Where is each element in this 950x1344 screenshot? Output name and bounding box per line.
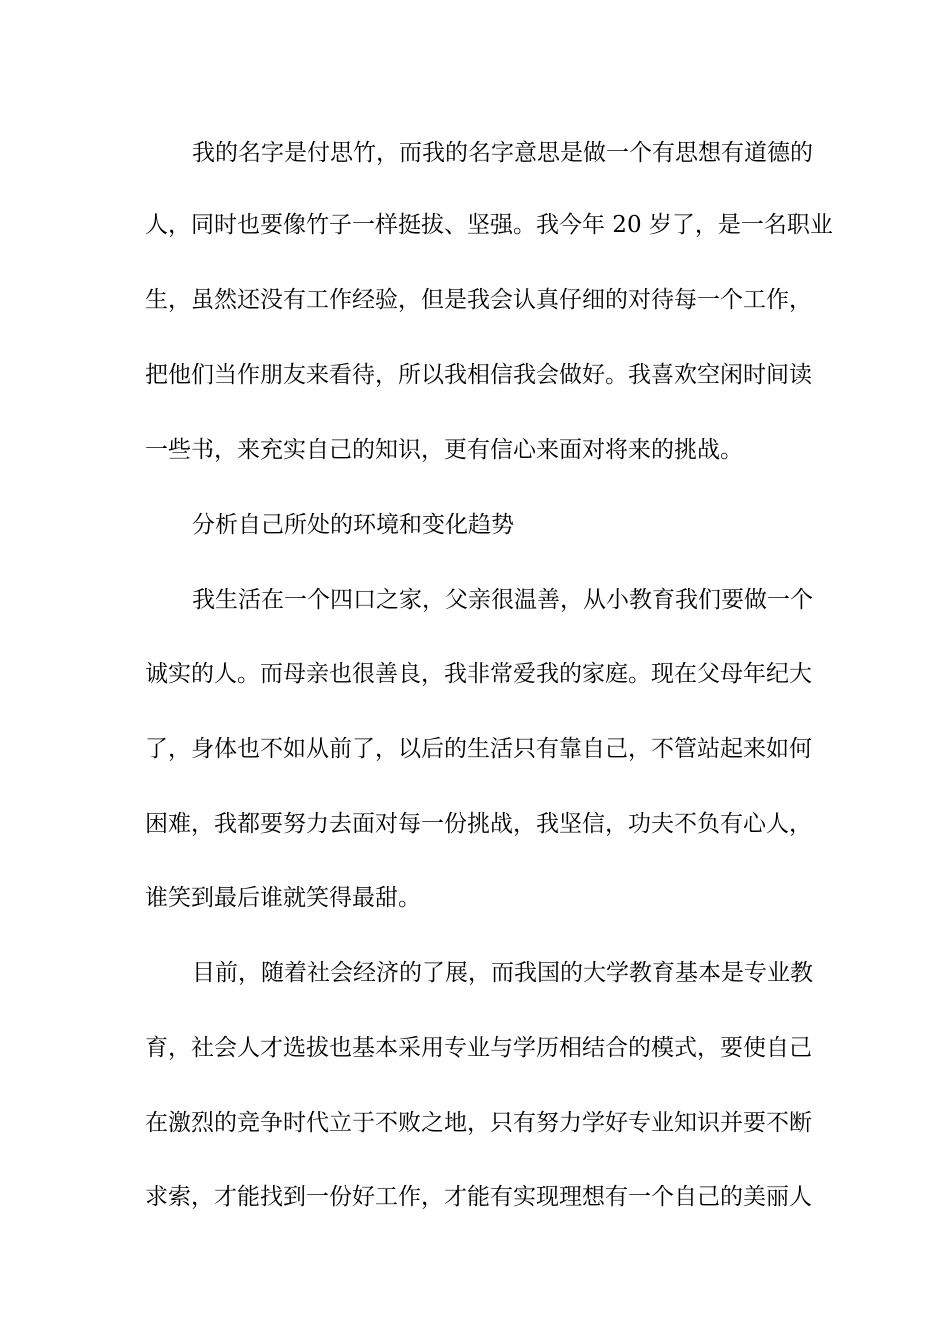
paragraph-2-line-4: 困难，我都要努力去面对每一份挑战，我坚信，功夫不负有心人， xyxy=(145,811,812,837)
paragraph-3-line-1: 目前，随着社会经济的了展，而我国的大学教育基本是专业教 xyxy=(192,960,813,986)
paragraph-2-line-1: 我生活在一个四口之家，父亲很温善，从小教育我们要做一个 xyxy=(192,587,813,613)
paragraph-3-line-4: 求索，才能找到一份好工作，才能有实现理想有一个自己的美丽人 xyxy=(145,1184,812,1210)
paragraph-3-line-3: 在激烈的竞争时代立于不败之地，只有努力学好专业知识并要不断 xyxy=(145,1110,812,1136)
paragraph-3-line-2: 育，社会人才选拔也基本采用专业与学历相结合的模式，要使自己 xyxy=(145,1035,812,1061)
paragraph-2-line-2: 诚实的人。而母亲也很善良，我非常爱我的家庭。现在父母年纪大 xyxy=(145,661,812,687)
section-heading: 分析自己所处的环境和变化趋势 xyxy=(192,512,514,538)
paragraph-2-line-5: 谁笑到最后谁就笑得最甜。 xyxy=(145,885,421,911)
paragraph-1-line-5: 一些书，来充实自己的知识，更有信心来面对将来的挑战。 xyxy=(145,437,743,463)
paragraph-2-line-3: 了，身体也不如从前了，以后的生活只有靠自己，不管站起来如何 xyxy=(145,736,812,762)
paragraph-1-line-3: 生，虽然还没有工作经验，但是我会认真仔细的对待每一个工作， xyxy=(145,287,812,313)
paragraph-1-line-2: 人，同时也要像竹子一样挺拔、坚强。我今年 20 岁了，是一名职业 xyxy=(145,212,833,238)
paragraph-1-line-1: 我的名字是付思竹，而我的名字意思是做一个有思想有道德的 xyxy=(192,140,813,166)
paragraph-1-line-4: 把他们当作朋友来看待，所以我相信我会做好。我喜欢空闲时间读 xyxy=(145,362,812,388)
